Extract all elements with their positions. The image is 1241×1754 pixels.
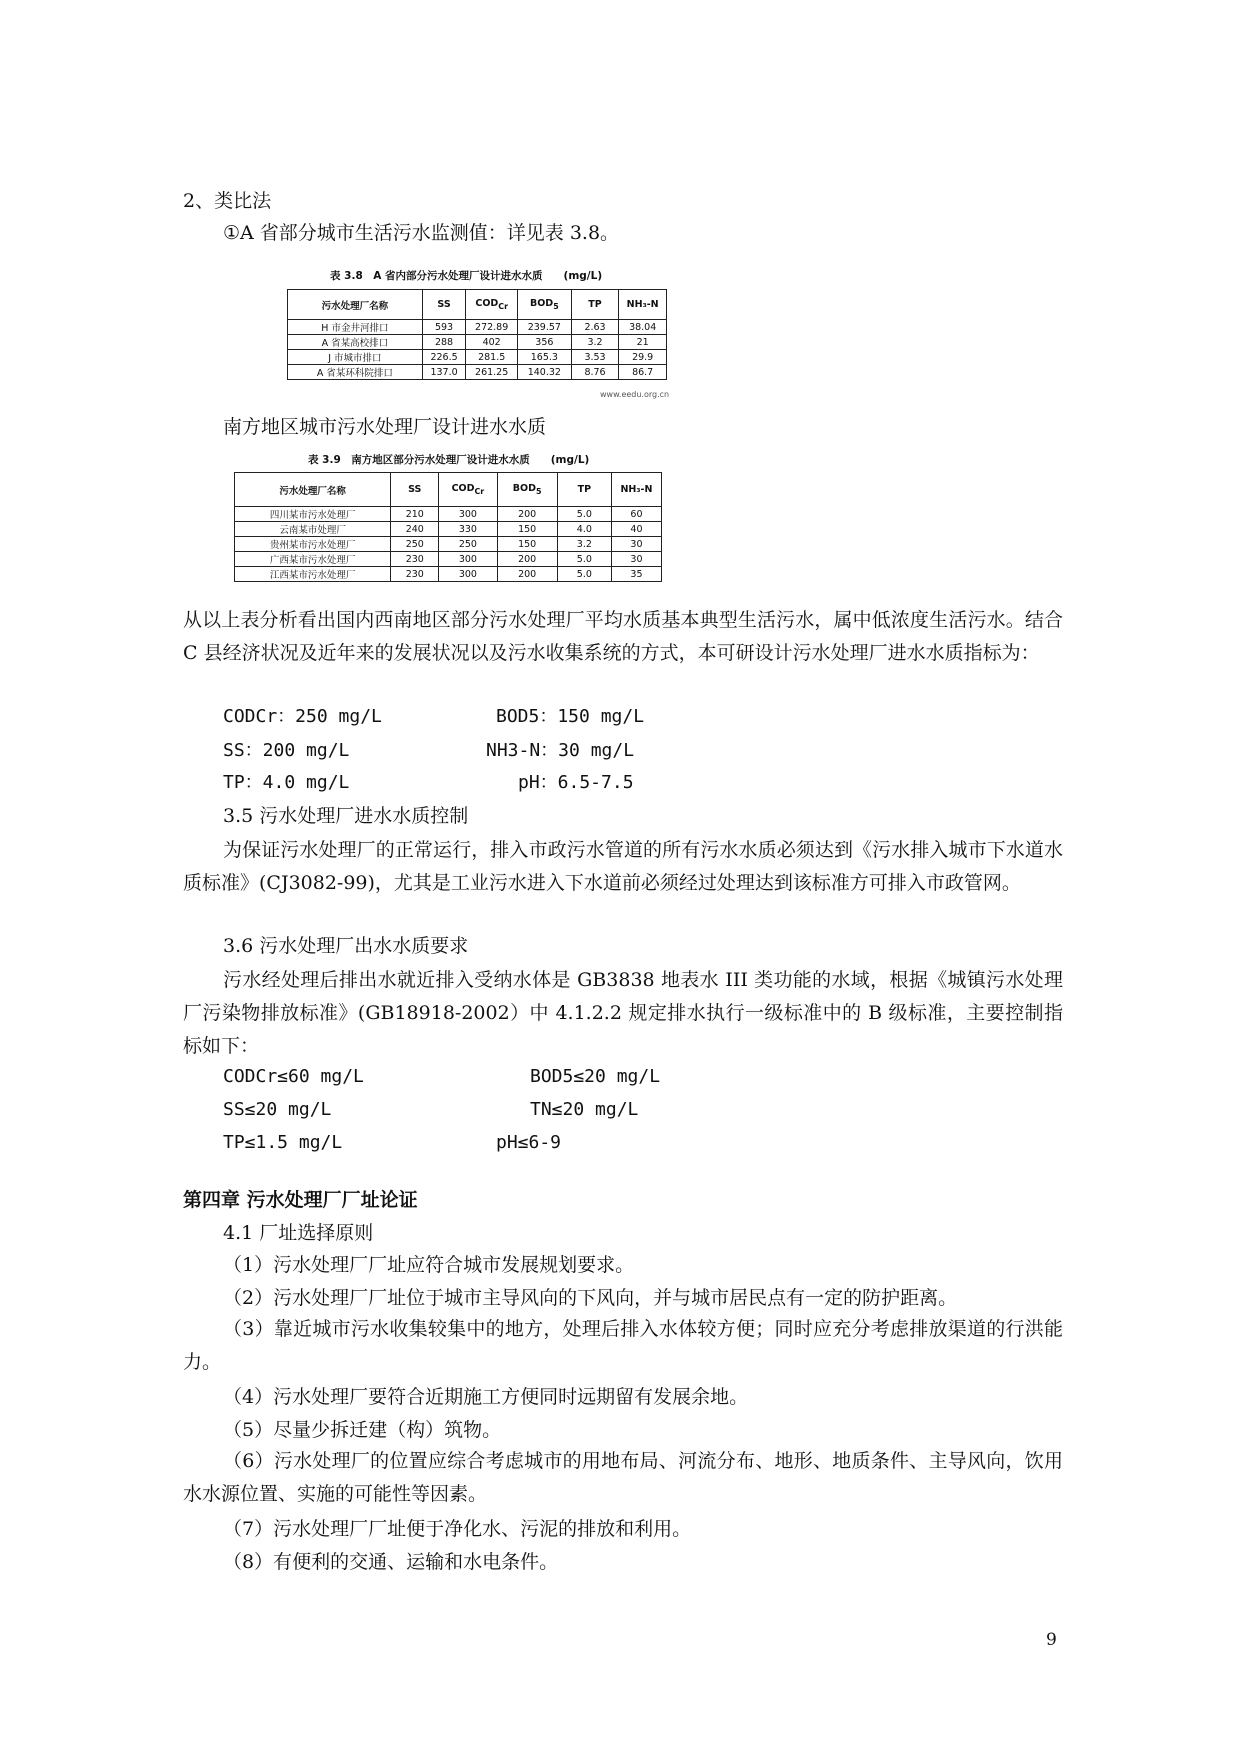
influent-nh3n: NH3-N：30 mg/L bbox=[486, 740, 635, 761]
south-region-heading: 南方地区城市污水处理厂设计进水水质 bbox=[223, 416, 547, 438]
principle-item: （4）污水处理厂要符合近期施工方便同时远期留有发展余地。 bbox=[223, 1386, 749, 1408]
table-cell: 165.3 bbox=[518, 350, 572, 365]
header-cell: $BOD_5$ bbox=[518, 290, 572, 320]
effluent-tn: TN≤20 mg/L bbox=[530, 1099, 639, 1120]
table-cell: 210 bbox=[391, 507, 439, 522]
table-cell: 250 bbox=[391, 537, 439, 552]
table-cell: 239.57 bbox=[518, 320, 572, 335]
table-cell: 38.04 bbox=[619, 320, 667, 335]
table-row bbox=[235, 522, 662, 537]
section-3-5-heading: 3.5 污水处理厂进水水质控制 bbox=[223, 805, 469, 827]
principle-item: （2）污水处理厂厂址位于城市主导风向的下风向，并与城市居民点有一定的防护距离。 bbox=[223, 1287, 958, 1309]
table-cell: 272.89 bbox=[466, 320, 518, 335]
table-cell: 30 bbox=[611, 552, 661, 567]
table-cell: 35 bbox=[611, 567, 661, 582]
influent-tp: TP：4.0 mg/L bbox=[223, 772, 350, 793]
table-cell: A 省某高校排口 bbox=[288, 335, 423, 350]
table-row bbox=[288, 335, 667, 350]
table-cell: 137.0 bbox=[422, 365, 466, 380]
header-cell: SS bbox=[422, 290, 466, 320]
table-cell: 60 bbox=[611, 507, 661, 522]
header-cell: 污水处理厂名称 bbox=[235, 473, 391, 507]
table-3-8-caption: 表 3.8 A 省内部分污水处理厂设计进水水质 (mg/L) bbox=[330, 270, 603, 282]
influent-ss: SS：200 mg/L bbox=[223, 740, 350, 761]
table-cell: 150 bbox=[497, 522, 557, 537]
table-cell: 200 bbox=[497, 552, 557, 567]
effluent-codcr: CODCr≤60 mg/L bbox=[223, 1066, 364, 1087]
table-cell: J 市城市排口 bbox=[288, 350, 423, 365]
header-cell: 污水处理厂名称 bbox=[288, 290, 423, 320]
table-cell: 4.0 bbox=[557, 522, 611, 537]
section-3-6-heading: 3.6 污水处理厂出水水质要求 bbox=[223, 935, 469, 957]
effluent-tp: TP≤1.5 mg/L bbox=[223, 1132, 343, 1153]
table-cell: 江西某市污水处理厂 bbox=[235, 567, 391, 582]
table-cell: 3.53 bbox=[571, 350, 619, 365]
table-cell: 281.5 bbox=[466, 350, 518, 365]
table-cell: 230 bbox=[391, 552, 439, 567]
table-cell: 140.32 bbox=[518, 365, 572, 380]
table-row bbox=[288, 320, 667, 335]
table-cell: 5.0 bbox=[557, 567, 611, 582]
principle-item: （7）污水处理厂厂址便于净化水、污泥的排放和利用。 bbox=[223, 1518, 692, 1540]
table-cell: 300 bbox=[439, 567, 497, 582]
table-cell: 广西某市污水处理厂 bbox=[235, 552, 391, 567]
analysis-paragraph: 从以上表分析看出国内西南地区部分污水处理厂平均水质基本典型生活污水，属中低浓度生活污水。结合 C 县经济状况及近年来的发展状况以及污水收集系统的方式，本可研设计污水处理厂进水水质指标为： bbox=[183, 609, 1063, 664]
table-cell: 3.2 bbox=[571, 335, 619, 350]
table-cell: 230 bbox=[391, 567, 439, 582]
chapter-4-title: 第四章 污水处理厂厂址论证 bbox=[183, 1189, 418, 1211]
table-cell: 云南某市处理厂 bbox=[235, 522, 391, 537]
section-4-1-heading: 4.1 厂址选择原则 bbox=[223, 1222, 374, 1244]
principle-item: （8）有便利的交通、运输和水电条件。 bbox=[223, 1551, 559, 1573]
section-3-6-paragraph: 污水经处理后排出水就近排入受纳水体是 GB3838 地表水 III 类功能的水域，根据《城镇污水处理厂污染物排放标准》(GB18918-2002）中 4.1.2.2 规定排水执行一级标准中的 B 级标准，主要控制指标如下： bbox=[183, 969, 1063, 1057]
table-cell: 150 bbox=[497, 537, 557, 552]
table-cell: 200 bbox=[497, 507, 557, 522]
table-cell: 300 bbox=[439, 507, 497, 522]
table-cell: 5.0 bbox=[557, 507, 611, 522]
table-row bbox=[235, 552, 662, 567]
table-cell: 240 bbox=[391, 522, 439, 537]
header-cell: $COD_{Cr}$ bbox=[466, 290, 518, 320]
table-row bbox=[288, 365, 667, 380]
table-cell: 30 bbox=[611, 537, 661, 552]
principle-item: （5）尽量少拆迁建（构）筑物。 bbox=[223, 1419, 502, 1441]
table-cell: 29.9 bbox=[619, 350, 667, 365]
influent-ph: pH：6.5-7.5 bbox=[518, 772, 634, 793]
principle-item: （6）污水处理厂的位置应综合考虑城市的用地布局、河流分布、地形、地质条件、主导风向，饮用水水源位置、实施的可能性等因素。 bbox=[183, 1450, 1063, 1505]
section-heading-analogy: 2、类比法 bbox=[183, 190, 272, 212]
header-cell: TP bbox=[557, 473, 611, 507]
table-cell: 四川某市污水处理厂 bbox=[235, 507, 391, 522]
table-cell: 261.25 bbox=[466, 365, 518, 380]
table-row bbox=[235, 537, 662, 552]
influent-codcr: CODCr：250 mg/L bbox=[223, 706, 382, 727]
effluent-ss: SS≤20 mg/L bbox=[223, 1099, 332, 1120]
item-1-text: ①A 省部分城市生活污水监测值：详见表 3.8。 bbox=[223, 222, 620, 244]
table-cell: 40 bbox=[611, 522, 661, 537]
header-cell: TP bbox=[571, 290, 619, 320]
table-row bbox=[288, 350, 667, 365]
table-cell: 288 bbox=[422, 335, 466, 350]
table-3-8 bbox=[287, 289, 667, 380]
table-cell: 356 bbox=[518, 335, 572, 350]
table-cell: 330 bbox=[439, 522, 497, 537]
header-cell: NH₃-N bbox=[619, 290, 667, 320]
table-cell: 593 bbox=[422, 320, 466, 335]
table-cell: 200 bbox=[497, 567, 557, 582]
effluent-bod5: BOD5≤20 mg/L bbox=[530, 1066, 661, 1087]
table-cell: H 市金井河排口 bbox=[288, 320, 423, 335]
table-cell: 402 bbox=[466, 335, 518, 350]
table-cell: A 省某环科院排口 bbox=[288, 365, 423, 380]
table-header-row bbox=[235, 473, 662, 507]
table-watermark: www.eedu.org.cn bbox=[600, 390, 670, 399]
header-cell: $BOD_5$ bbox=[497, 473, 557, 507]
table-cell: 300 bbox=[439, 552, 497, 567]
table-cell: 226.5 bbox=[422, 350, 466, 365]
section-3-5-paragraph: 为保证污水处理厂的正常运行，排入市政污水管道的所有污水水质必须达到《污水排入城市下水道水质标准》(CJ3082-99)，尤其是工业污水进入下水道前必须经过处理达到该标准方可排入市政管网。 bbox=[183, 839, 1063, 894]
page-number: 9 bbox=[1046, 1630, 1057, 1650]
table-row bbox=[235, 507, 662, 522]
table-3-9 bbox=[234, 472, 662, 582]
table-cell: 21 bbox=[619, 335, 667, 350]
header-cell: SS bbox=[391, 473, 439, 507]
table-cell: 5.0 bbox=[557, 552, 611, 567]
influent-bod5: BOD5：150 mg/L bbox=[496, 706, 645, 727]
principle-item: （3）靠近城市污水收集较集中的地方，处理后排入水体较方便；同时应充分考虑排放渠道的行洪能力。 bbox=[183, 1318, 1063, 1373]
table-cell: 86.7 bbox=[619, 365, 667, 380]
principle-item: （1）污水处理厂厂址应符合城市发展规划要求。 bbox=[223, 1254, 635, 1276]
table-row bbox=[235, 567, 662, 582]
table-cell: 3.2 bbox=[557, 537, 611, 552]
table-cell: 贵州某市污水处理厂 bbox=[235, 537, 391, 552]
table-cell: 2.63 bbox=[571, 320, 619, 335]
table-cell: 250 bbox=[439, 537, 497, 552]
table-cell: 8.76 bbox=[571, 365, 619, 380]
effluent-ph: pH≤6-9 bbox=[496, 1132, 562, 1153]
header-cell: $COD_{Cr}$ bbox=[439, 473, 497, 507]
header-cell: NH₃-N bbox=[611, 473, 661, 507]
table-3-9-caption: 表 3.9 南方地区部分污水处理厂设计进水水质 (mg/L) bbox=[308, 454, 590, 466]
table-header-row bbox=[288, 290, 667, 320]
